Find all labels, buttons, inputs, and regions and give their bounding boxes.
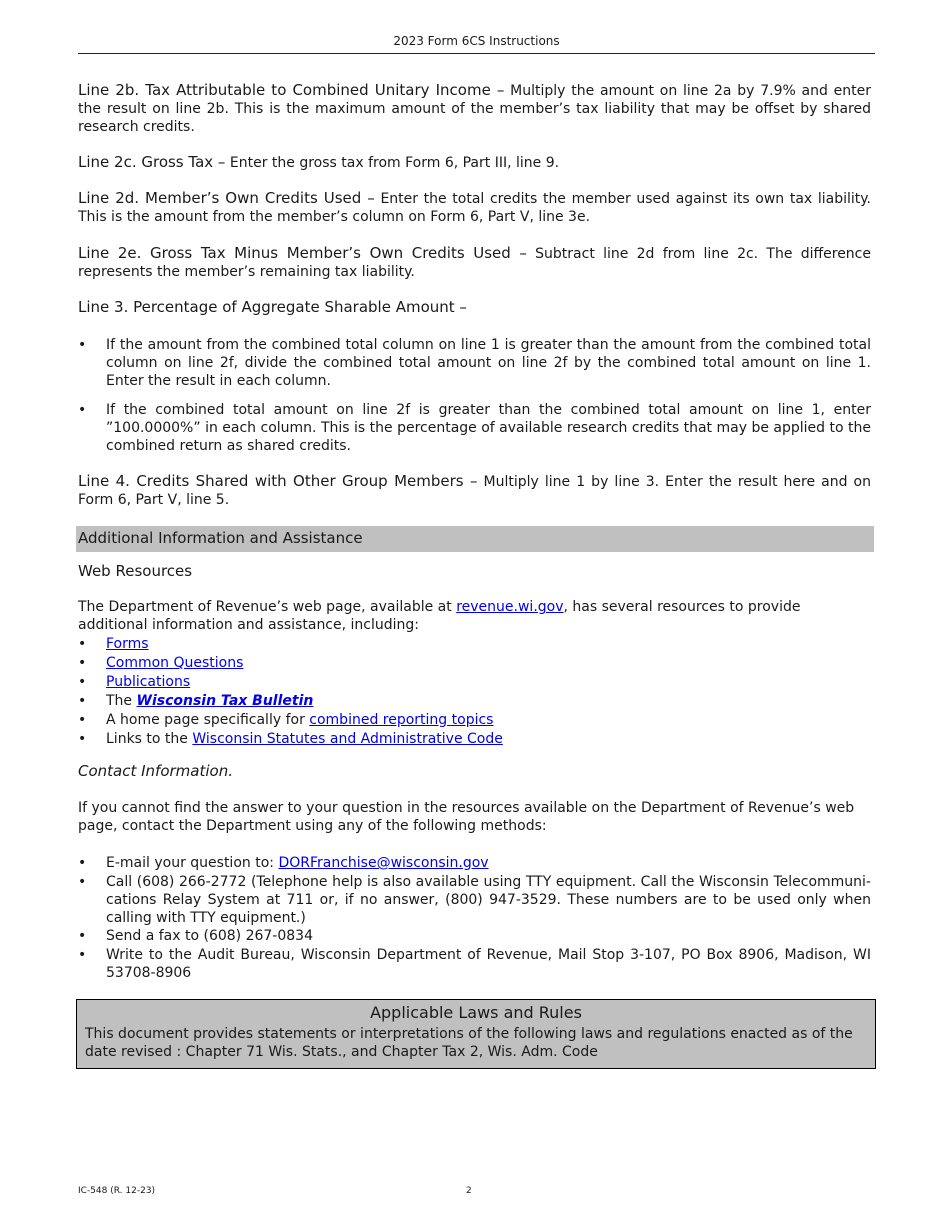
contact-list bbox=[78, 854, 871, 982]
list-item: • If the combined total amount on line 2f is greater than the combined total amount on line 1, enter ”100.0000%” in each column. This is the percentage of available research credits that may be applied to the combined return as shared credits. bbox=[78, 402, 871, 454]
line-2c-text: Enter the gross tax from Form 6, Part III, line 9. bbox=[225, 155, 560, 171]
line-2d-label: Line 2d. Member’s Own Credits Used – bbox=[78, 189, 375, 207]
publications-link[interactable]: Publications bbox=[106, 674, 191, 690]
line-2c-paragraph bbox=[78, 153, 871, 172]
email-link[interactable]: DORFranchise@wisconsin.gov bbox=[278, 855, 489, 871]
page-header: 2023 Form 6CS Instructions bbox=[78, 34, 875, 54]
line-2b-text: Multiply the amount on line 2a by 7.9% and enter the result on line 2b. This is the maximum amount of the member’s tax liability that may be offset by shared research credits. bbox=[78, 83, 871, 135]
contact-heading: Contact Information. bbox=[78, 762, 233, 780]
list-item: • E-mail your question to: DORFranchise@wisconsin.gov bbox=[78, 855, 489, 871]
line-2e-paragraph bbox=[78, 244, 871, 281]
statutes-link[interactable]: Wisconsin Statutes and Administrative Code bbox=[192, 731, 503, 747]
line-2c-label: Line 2c. Gross Tax – bbox=[78, 153, 226, 171]
line-3-bullets bbox=[78, 336, 871, 455]
list-item: • Send a fax to (608) 267-0834 bbox=[78, 928, 313, 944]
line-3-paragraph bbox=[78, 298, 871, 317]
line-2d-paragraph bbox=[78, 189, 871, 226]
contact-intro: If you cannot find the answer to your question in the resources available on the Department of Revenue’s web page, contact the Department using any of the following methods: bbox=[78, 800, 855, 834]
line-3-label: Line 3. Percentage of Aggregate Sharable Amount – bbox=[78, 298, 467, 316]
list-item: • Publications bbox=[78, 674, 191, 690]
applicable-laws-text: This document provides statements or interpretations of the following laws and regulations enacted as of the date revised : Chapter 71 Wis. Stats., and Chapter Tax 2, Wis. Adm. Code bbox=[85, 1026, 853, 1060]
list-item: • The Wisconsin Tax Bulletin bbox=[78, 693, 314, 709]
tax-bulletin-link[interactable]: Wisconsin Tax Bulletin bbox=[136, 693, 314, 709]
line-4-text: Multiply line 1 by line 3. Enter the result here and on Form 6, Part V, line 5. bbox=[78, 474, 871, 508]
web-resources-list bbox=[78, 635, 871, 749]
forms-link[interactable]: Forms bbox=[106, 636, 149, 652]
list-item: • Call (608) 266-2772 (Telephone help is also available using TTY equipment. Call the Wisconsin Telecommuni-cations Relay System at 711 or, if no answer, (800) 947-3529. These numbers are to be used only when calling with TTY equipment.) bbox=[78, 874, 871, 926]
form-id: IC-548 (R. 12-23) bbox=[78, 1186, 156, 1196]
line-2b-label: Line 2b. Tax Attributable to Combined Unitary Income – bbox=[78, 81, 505, 99]
page-number: 2 bbox=[466, 1186, 472, 1196]
line-2e-text: Subtract line 2d from line 2c. The difference represents the member’s remaining tax liability. bbox=[78, 246, 871, 280]
applicable-laws-box bbox=[76, 999, 876, 1069]
common-questions-link[interactable]: Common Questions bbox=[106, 655, 244, 671]
line-2e-label: Line 2e. Gross Tax Minus Member’s Own Credits Used – bbox=[78, 244, 527, 262]
list-item: • Links to the Wisconsin Statutes and Administrative Code bbox=[78, 731, 503, 747]
list-item: • A home page specifically for combined reporting topics bbox=[78, 712, 494, 728]
list-item: • Forms bbox=[78, 636, 149, 652]
revenue-link[interactable]: revenue.wi.gov bbox=[456, 599, 564, 615]
web-resources-intro: The Department of Revenue’s web page, available at revenue.wi.gov, has several resources to provide additional information and assistance, including: bbox=[78, 599, 801, 633]
line-4-label: Line 4. Credits Shared with Other Group Members – bbox=[78, 472, 478, 490]
section-heading-additional-info: Additional Information and Assistance bbox=[76, 526, 874, 552]
web-resources-heading: Web Resources bbox=[78, 562, 193, 580]
combined-reporting-link[interactable]: combined reporting topics bbox=[309, 712, 494, 728]
line-2b-paragraph bbox=[78, 81, 871, 136]
list-item: • If the amount from the combined total column on line 1 is greater than the amount from the combined total column on line 2f, divide the combined total amount on line 2f by the combined total amount on line 1. Enter the result in each column. bbox=[78, 337, 871, 389]
applicable-laws-title: Applicable Laws and Rules bbox=[370, 1003, 582, 1022]
list-item: • Write to the Audit Bureau, Wisconsin Department of Revenue, Mail Stop 3-107, PO Box 8906, Madison, WI 53708-8906 bbox=[78, 947, 871, 981]
line-2d-text: Enter the total credits the member used against its own tax liability. This is the amount from the member’s column on Form 6, Part V, line 3e. bbox=[78, 191, 871, 225]
list-item: • Common Questions bbox=[78, 655, 244, 671]
line-4-paragraph bbox=[78, 472, 871, 509]
